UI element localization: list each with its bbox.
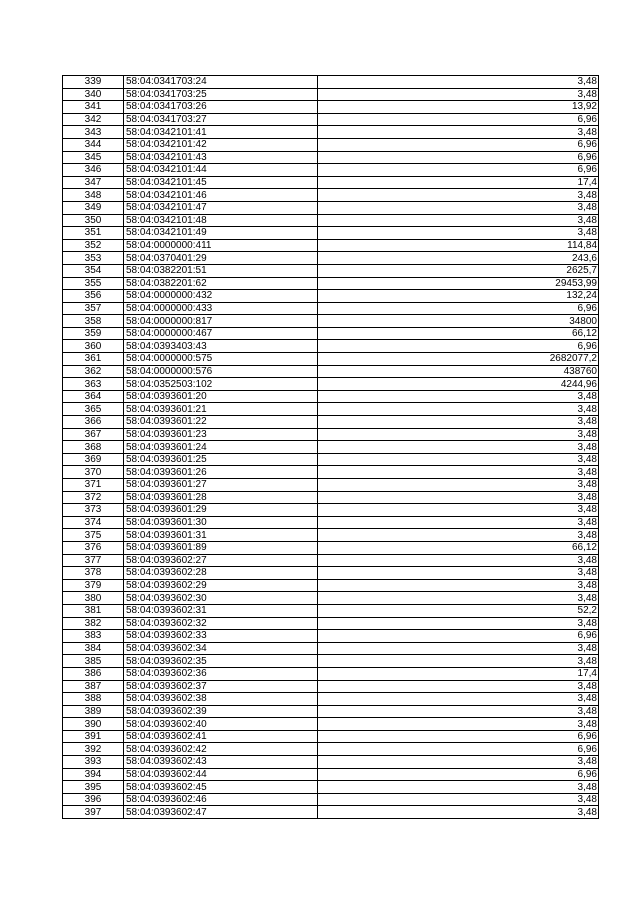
table-row bbox=[63, 529, 599, 542]
value-cell: 3,48 bbox=[318, 201, 599, 214]
value-cell: 3,48 bbox=[318, 592, 599, 605]
cadastral-number-cell: 58:04:0342101:47 bbox=[124, 201, 318, 214]
table-row bbox=[63, 76, 599, 89]
cadastral-number-cell: 58:04:0000000:432 bbox=[124, 290, 318, 303]
row-number-cell: 345 bbox=[63, 151, 124, 164]
cadastral-number-cell: 58:04:0393602:46 bbox=[124, 793, 318, 806]
row-number-cell: 362 bbox=[63, 365, 124, 378]
table-row bbox=[63, 151, 599, 164]
row-number-cell: 383 bbox=[63, 630, 124, 643]
cadastral-number-cell: 58:04:0393601:21 bbox=[124, 403, 318, 416]
cadastral-number-cell: 58:04:0393601:27 bbox=[124, 479, 318, 492]
cadastral-number-cell: 58:04:0382201:62 bbox=[124, 277, 318, 290]
cadastral-number-cell: 58:04:0000000:575 bbox=[124, 353, 318, 366]
value-cell: 6,96 bbox=[318, 630, 599, 643]
row-number-cell: 354 bbox=[63, 264, 124, 277]
table-row bbox=[63, 390, 599, 403]
row-number-cell: 392 bbox=[63, 743, 124, 756]
row-number-cell: 385 bbox=[63, 655, 124, 668]
cadastral-number-cell: 58:04:0393602:35 bbox=[124, 655, 318, 668]
value-cell: 3,48 bbox=[318, 76, 599, 89]
value-cell: 6,96 bbox=[318, 138, 599, 151]
value-cell: 3,48 bbox=[318, 529, 599, 542]
value-cell: 3,48 bbox=[318, 705, 599, 718]
table-row bbox=[63, 667, 599, 680]
value-cell: 3,48 bbox=[318, 567, 599, 580]
table-row bbox=[63, 655, 599, 668]
value-cell: 3,48 bbox=[318, 126, 599, 139]
table-row bbox=[63, 290, 599, 303]
row-number-cell: 390 bbox=[63, 718, 124, 731]
table-row bbox=[63, 630, 599, 643]
row-number-cell: 361 bbox=[63, 353, 124, 366]
row-number-cell: 391 bbox=[63, 730, 124, 743]
value-cell: 243,6 bbox=[318, 252, 599, 265]
row-number-cell: 368 bbox=[63, 441, 124, 454]
cadastral-number-cell: 58:04:0393602:37 bbox=[124, 680, 318, 693]
value-cell: 3,48 bbox=[318, 453, 599, 466]
table-row bbox=[63, 718, 599, 731]
value-cell: 3,48 bbox=[318, 189, 599, 202]
row-number-cell: 395 bbox=[63, 781, 124, 794]
row-number-cell: 359 bbox=[63, 327, 124, 340]
row-number-cell: 378 bbox=[63, 567, 124, 580]
table-row bbox=[63, 353, 599, 366]
row-number-cell: 341 bbox=[63, 101, 124, 114]
cadastral-number-cell: 58:04:0000000:467 bbox=[124, 327, 318, 340]
table-row bbox=[63, 504, 599, 517]
value-cell: 6,96 bbox=[318, 164, 599, 177]
table-row bbox=[63, 378, 599, 391]
table-row bbox=[63, 554, 599, 567]
row-number-cell: 339 bbox=[63, 76, 124, 89]
row-number-cell: 357 bbox=[63, 302, 124, 315]
table-row bbox=[63, 579, 599, 592]
row-number-cell: 366 bbox=[63, 416, 124, 429]
cadastral-number-cell: 58:04:0370401:29 bbox=[124, 252, 318, 265]
value-cell: 132,24 bbox=[318, 290, 599, 303]
cadastral-number-cell: 58:04:0393602:32 bbox=[124, 617, 318, 630]
value-cell: 3,48 bbox=[318, 693, 599, 706]
table-row bbox=[63, 239, 599, 252]
row-number-cell: 387 bbox=[63, 680, 124, 693]
value-cell: 3,48 bbox=[318, 554, 599, 567]
table-row bbox=[63, 101, 599, 114]
value-cell: 17,4 bbox=[318, 176, 599, 189]
row-number-cell: 379 bbox=[63, 579, 124, 592]
value-cell: 3,48 bbox=[318, 441, 599, 454]
cadastral-number-cell: 58:04:0393602:27 bbox=[124, 554, 318, 567]
table-row bbox=[63, 315, 599, 328]
cadastral-number-cell: 58:04:0393601:25 bbox=[124, 453, 318, 466]
row-number-cell: 371 bbox=[63, 479, 124, 492]
cadastral-number-cell: 58:04:0341703:26 bbox=[124, 101, 318, 114]
value-cell: 3,48 bbox=[318, 516, 599, 529]
row-number-cell: 393 bbox=[63, 756, 124, 769]
value-cell: 29453,99 bbox=[318, 277, 599, 290]
value-cell: 3,48 bbox=[318, 428, 599, 441]
value-cell: 3,48 bbox=[318, 88, 599, 101]
cadastral-number-cell: 58:04:0393602:41 bbox=[124, 730, 318, 743]
value-cell: 3,48 bbox=[318, 781, 599, 794]
table-row bbox=[63, 189, 599, 202]
row-number-cell: 384 bbox=[63, 642, 124, 655]
value-cell: 3,48 bbox=[318, 756, 599, 769]
row-number-cell: 372 bbox=[63, 491, 124, 504]
table-row bbox=[63, 252, 599, 265]
value-cell: 114,84 bbox=[318, 239, 599, 252]
table-row bbox=[63, 88, 599, 101]
row-number-cell: 358 bbox=[63, 315, 124, 328]
cadastral-number-cell: 58:04:0393601:28 bbox=[124, 491, 318, 504]
row-number-cell: 381 bbox=[63, 604, 124, 617]
row-number-cell: 365 bbox=[63, 403, 124, 416]
row-number-cell: 380 bbox=[63, 592, 124, 605]
value-cell: 6,96 bbox=[318, 743, 599, 756]
value-cell: 2682077,2 bbox=[318, 353, 599, 366]
table-row bbox=[63, 541, 599, 554]
value-cell: 3,48 bbox=[318, 579, 599, 592]
row-number-cell: 389 bbox=[63, 705, 124, 718]
table-row bbox=[63, 693, 599, 706]
table-row bbox=[63, 138, 599, 151]
cadastral-number-cell: 58:04:0000000:817 bbox=[124, 315, 318, 328]
cadastral-number-cell: 58:04:0342101:46 bbox=[124, 189, 318, 202]
cadastral-number-cell: 58:04:0342101:43 bbox=[124, 151, 318, 164]
value-cell: 3,48 bbox=[318, 390, 599, 403]
cadastral-number-cell: 58:04:0393602:30 bbox=[124, 592, 318, 605]
value-cell: 3,48 bbox=[318, 806, 599, 819]
table-row bbox=[63, 365, 599, 378]
row-number-cell: 342 bbox=[63, 113, 124, 126]
row-number-cell: 369 bbox=[63, 453, 124, 466]
cadastral-number-cell: 58:04:0341703:24 bbox=[124, 76, 318, 89]
row-number-cell: 375 bbox=[63, 529, 124, 542]
cadastral-number-cell: 58:04:0393602:45 bbox=[124, 781, 318, 794]
cadastral-number-cell: 58:04:0000000:576 bbox=[124, 365, 318, 378]
cadastral-number-cell: 58:04:0393602:44 bbox=[124, 768, 318, 781]
row-number-cell: 363 bbox=[63, 378, 124, 391]
row-number-cell: 394 bbox=[63, 768, 124, 781]
cadastral-number-cell: 58:04:0341703:27 bbox=[124, 113, 318, 126]
value-cell: 17,4 bbox=[318, 667, 599, 680]
row-number-cell: 353 bbox=[63, 252, 124, 265]
row-number-cell: 343 bbox=[63, 126, 124, 139]
table-row bbox=[63, 604, 599, 617]
table-row bbox=[63, 164, 599, 177]
value-cell: 3,48 bbox=[318, 680, 599, 693]
table-row bbox=[63, 327, 599, 340]
cadastral-number-cell: 58:04:0393601:89 bbox=[124, 541, 318, 554]
table-row bbox=[63, 730, 599, 743]
value-cell: 3,48 bbox=[318, 617, 599, 630]
table-row bbox=[63, 768, 599, 781]
value-cell: 34800 bbox=[318, 315, 599, 328]
row-number-cell: 373 bbox=[63, 504, 124, 517]
cadastral-number-cell: 58:04:0393602:34 bbox=[124, 642, 318, 655]
cadastral-number-cell: 58:04:0393602:36 bbox=[124, 667, 318, 680]
cadastral-number-cell: 58:04:0342101:49 bbox=[124, 227, 318, 240]
value-cell: 6,96 bbox=[318, 302, 599, 315]
value-cell: 3,48 bbox=[318, 214, 599, 227]
row-number-cell: 397 bbox=[63, 806, 124, 819]
cadastral-number-cell: 58:04:0393601:22 bbox=[124, 416, 318, 429]
row-number-cell: 346 bbox=[63, 164, 124, 177]
table-row bbox=[63, 642, 599, 655]
table-row bbox=[63, 466, 599, 479]
cadastral-number-cell: 58:04:0352503:102 bbox=[124, 378, 318, 391]
row-number-cell: 370 bbox=[63, 466, 124, 479]
cadastral-number-cell: 58:04:0341703:25 bbox=[124, 88, 318, 101]
row-number-cell: 347 bbox=[63, 176, 124, 189]
table-row bbox=[63, 201, 599, 214]
value-cell: 2625,7 bbox=[318, 264, 599, 277]
row-number-cell: 374 bbox=[63, 516, 124, 529]
table-row bbox=[63, 617, 599, 630]
cadastral-number-cell: 58:04:0393602:40 bbox=[124, 718, 318, 731]
cadastral-number-cell: 58:04:0393403:43 bbox=[124, 340, 318, 353]
row-number-cell: 382 bbox=[63, 617, 124, 630]
value-cell: 6,96 bbox=[318, 768, 599, 781]
row-number-cell: 367 bbox=[63, 428, 124, 441]
cadastral-number-cell: 58:04:0393601:30 bbox=[124, 516, 318, 529]
value-cell: 3,48 bbox=[318, 479, 599, 492]
value-cell: 6,96 bbox=[318, 151, 599, 164]
cadastral-number-cell: 58:04:0393601:26 bbox=[124, 466, 318, 479]
cadastral-number-cell: 58:04:0393602:28 bbox=[124, 567, 318, 580]
value-cell: 3,48 bbox=[318, 504, 599, 517]
table-row bbox=[63, 214, 599, 227]
value-cell: 3,48 bbox=[318, 466, 599, 479]
table-row bbox=[63, 781, 599, 794]
table-row bbox=[63, 491, 599, 504]
value-cell: 3,48 bbox=[318, 403, 599, 416]
value-cell: 3,48 bbox=[318, 718, 599, 731]
table-row bbox=[63, 592, 599, 605]
row-number-cell: 376 bbox=[63, 541, 124, 554]
row-number-cell: 364 bbox=[63, 390, 124, 403]
value-cell: 66,12 bbox=[318, 327, 599, 340]
value-cell: 6,96 bbox=[318, 730, 599, 743]
table-body bbox=[63, 76, 599, 819]
row-number-cell: 348 bbox=[63, 189, 124, 202]
cadastral-number-cell: 58:04:0342101:48 bbox=[124, 214, 318, 227]
table-row bbox=[63, 567, 599, 580]
table-row bbox=[63, 806, 599, 819]
value-cell: 13,92 bbox=[318, 101, 599, 114]
row-number-cell: 351 bbox=[63, 227, 124, 240]
row-number-cell: 386 bbox=[63, 667, 124, 680]
row-number-cell: 396 bbox=[63, 793, 124, 806]
row-number-cell: 356 bbox=[63, 290, 124, 303]
row-number-cell: 350 bbox=[63, 214, 124, 227]
table-row bbox=[63, 227, 599, 240]
row-number-cell: 340 bbox=[63, 88, 124, 101]
cadastral-number-cell: 58:04:0393602:47 bbox=[124, 806, 318, 819]
data-table bbox=[62, 75, 599, 819]
table-row bbox=[63, 479, 599, 492]
cadastral-number-cell: 58:04:0342101:41 bbox=[124, 126, 318, 139]
row-number-cell: 344 bbox=[63, 138, 124, 151]
cadastral-number-cell: 58:04:0393602:33 bbox=[124, 630, 318, 643]
value-cell: 6,96 bbox=[318, 113, 599, 126]
cadastral-number-cell: 58:04:0000000:433 bbox=[124, 302, 318, 315]
value-cell: 3,48 bbox=[318, 655, 599, 668]
table-row bbox=[63, 705, 599, 718]
table-row bbox=[63, 176, 599, 189]
cadastral-number-cell: 58:04:0382201:51 bbox=[124, 264, 318, 277]
value-cell: 438760 bbox=[318, 365, 599, 378]
table-row bbox=[63, 793, 599, 806]
row-number-cell: 355 bbox=[63, 277, 124, 290]
table-row bbox=[63, 403, 599, 416]
cadastral-number-cell: 58:04:0393602:29 bbox=[124, 579, 318, 592]
table-row bbox=[63, 453, 599, 466]
cadastral-number-cell: 58:04:0393602:31 bbox=[124, 604, 318, 617]
table-row bbox=[63, 756, 599, 769]
value-cell: 3,48 bbox=[318, 491, 599, 504]
row-number-cell: 388 bbox=[63, 693, 124, 706]
row-number-cell: 352 bbox=[63, 239, 124, 252]
cadastral-number-cell: 58:04:0393601:24 bbox=[124, 441, 318, 454]
value-cell: 3,48 bbox=[318, 793, 599, 806]
table-row bbox=[63, 441, 599, 454]
table-row bbox=[63, 113, 599, 126]
table-row bbox=[63, 302, 599, 315]
cadastral-number-cell: 58:04:0393601:31 bbox=[124, 529, 318, 542]
cadastral-number-cell: 58:04:0393601:23 bbox=[124, 428, 318, 441]
row-number-cell: 377 bbox=[63, 554, 124, 567]
cadastral-number-cell: 58:04:0393601:20 bbox=[124, 390, 318, 403]
cadastral-number-cell: 58:04:0393602:39 bbox=[124, 705, 318, 718]
table-row bbox=[63, 428, 599, 441]
value-cell: 6,96 bbox=[318, 340, 599, 353]
value-cell: 3,48 bbox=[318, 227, 599, 240]
value-cell: 3,48 bbox=[318, 642, 599, 655]
table-row bbox=[63, 340, 599, 353]
value-cell: 3,48 bbox=[318, 416, 599, 429]
table-row bbox=[63, 126, 599, 139]
cadastral-number-cell: 58:04:0393602:38 bbox=[124, 693, 318, 706]
value-cell: 66,12 bbox=[318, 541, 599, 554]
cadastral-number-cell: 58:04:0393602:42 bbox=[124, 743, 318, 756]
cadastral-number-cell: 58:04:0342101:42 bbox=[124, 138, 318, 151]
value-cell: 52,2 bbox=[318, 604, 599, 617]
cadastral-number-cell: 58:04:0342101:44 bbox=[124, 164, 318, 177]
table-row bbox=[63, 277, 599, 290]
cadastral-number-cell: 58:04:0393602:43 bbox=[124, 756, 318, 769]
value-cell: 4244,96 bbox=[318, 378, 599, 391]
table-row bbox=[63, 743, 599, 756]
row-number-cell: 349 bbox=[63, 201, 124, 214]
cadastral-number-cell: 58:04:0393601:29 bbox=[124, 504, 318, 517]
cadastral-number-cell: 58:04:0342101:45 bbox=[124, 176, 318, 189]
table-row bbox=[63, 416, 599, 429]
table-row bbox=[63, 264, 599, 277]
cadastral-number-cell: 58:04:0000000:411 bbox=[124, 239, 318, 252]
row-number-cell: 360 bbox=[63, 340, 124, 353]
table-row bbox=[63, 516, 599, 529]
table-row bbox=[63, 680, 599, 693]
